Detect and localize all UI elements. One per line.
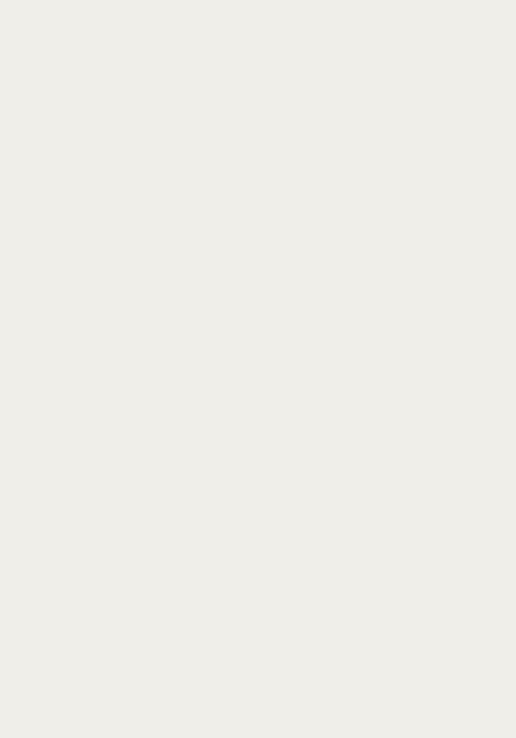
upper-text-block [24,40,492,358]
lower-text-block [24,386,492,708]
